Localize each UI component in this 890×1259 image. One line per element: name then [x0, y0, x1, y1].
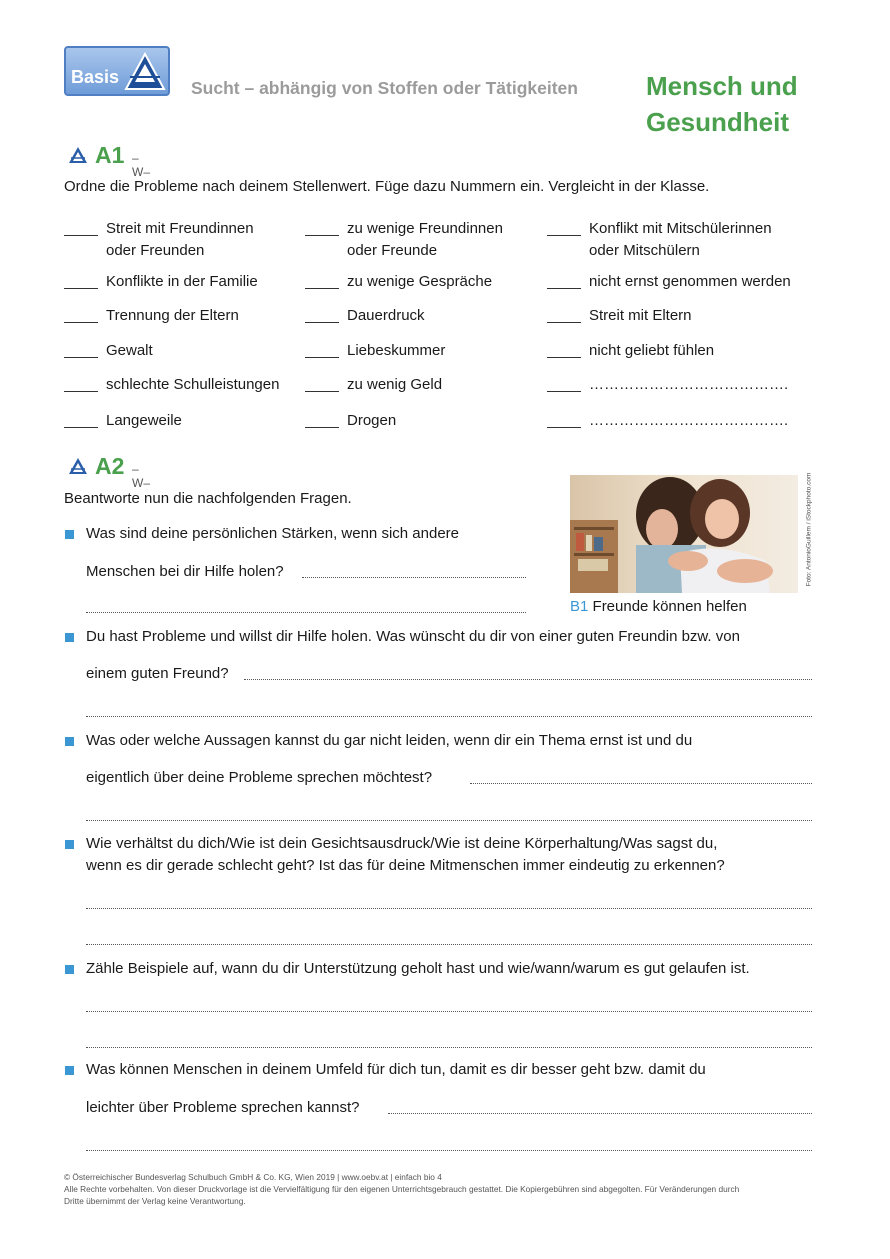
caption-number: B1 [570, 598, 589, 615]
ranking-item-label: Streit mit Eltern [589, 307, 692, 324]
task-a1-instruction: Ordne die Probleme nach deinem Stellenwert. Füge dazu Nummern ein. Vergleicht in der Klasse. [64, 178, 710, 195]
answer-line[interactable] [86, 908, 812, 909]
pyramid-icon [124, 51, 166, 91]
answer-line[interactable] [470, 783, 812, 784]
basis-logo [64, 46, 170, 96]
ranking-item-label: Dauerdruck [347, 307, 425, 324]
ranking-item-label: Liebeskummer [347, 342, 446, 359]
ranking-item-label: Konflikte in der Familie [106, 273, 258, 290]
rank-number-blank[interactable] [305, 391, 339, 392]
rank-number-blank[interactable] [305, 322, 339, 323]
answer-line[interactable] [302, 577, 526, 578]
answer-line[interactable] [86, 716, 812, 717]
rank-number-blank[interactable] [547, 235, 581, 236]
answer-line[interactable] [86, 944, 812, 945]
ranking-item-label: Streit mit Freundinnen oder Freunden [106, 220, 254, 259]
question-6-line-1: Was können Menschen in deinem Umfeld für dich tun, damit es dir besser geht bzw. damit du [86, 1061, 706, 1078]
photo-credit-text: Foto: AntonioGuillem / iStockphoto.com [805, 472, 813, 587]
ranking-item-label: Langeweile [106, 412, 182, 429]
rank-number-blank[interactable] [547, 357, 581, 358]
rank-number-blank[interactable] [547, 391, 581, 392]
rank-number-blank[interactable] [305, 288, 339, 289]
ranking-item-label: …………………………………. [589, 376, 789, 393]
task-code: –W– [132, 151, 150, 179]
question-6-line-2: leichter über Probleme sprechen kannst? [86, 1099, 360, 1116]
rank-number-blank[interactable] [64, 288, 98, 289]
ranking-item-label: …………………………………. [589, 412, 789, 429]
rank-number-blank[interactable] [64, 357, 98, 358]
ranking-item-label: Trennung der Eltern [106, 307, 239, 324]
rank-number-blank[interactable] [305, 357, 339, 358]
footer-line-3: Dritte übernimmt der Verlag keine Verantwortung. [64, 1196, 246, 1206]
ranking-item-label: zu wenige Freundinnen oder Freunde [347, 220, 503, 259]
bullet-icon [65, 1066, 74, 1075]
question-1-line-1: Was sind deine persönlichen Stärken, wenn sich andere [86, 525, 459, 542]
bullet-icon [65, 965, 74, 974]
copyright-footer [64, 1171, 824, 1207]
rank-number-blank[interactable] [64, 322, 98, 323]
rank-number-blank[interactable] [547, 322, 581, 323]
subject-title-line1: Mensch und [646, 71, 798, 101]
question-2-line-1: Du hast Probleme und willst dir Hilfe holen. Was wünscht du dir von einer guten Freundin bzw. von [86, 628, 740, 645]
task-number: A1 [95, 142, 125, 168]
answer-line[interactable] [86, 1011, 812, 1012]
rank-number-blank[interactable] [305, 235, 339, 236]
basis-logo-text: Basis [71, 67, 120, 87]
task-code: –W– [132, 462, 150, 490]
question-4-line-1: Wie verhältst du dich/Wie ist dein Gesichtsausdruck/Wie ist deine Körperhaltung/Was sagst du, [86, 835, 718, 852]
ranking-item-label: nicht geliebt fühlen [589, 342, 715, 359]
ranking-item-label: Konflikt mit Mitschülerinnen oder Mitschülern [589, 220, 772, 259]
rank-number-blank[interactable] [547, 427, 581, 428]
footer-line-1: © Österreichischer Bundesverlag Schulbuch GmbH & Co. KG, Wien 2019 | www.oebv.at | einfach bio 4 [64, 1172, 442, 1182]
question-5-line-1: Zähle Beispiele auf, wann du dir Unterstützung geholt hast und wie/wann/warum es gut gelaufen ist. [86, 960, 750, 977]
answer-line[interactable] [244, 679, 812, 680]
rank-number-blank[interactable] [64, 391, 98, 392]
ranking-item-label: zu wenige Gespräche [347, 273, 493, 290]
rank-number-blank[interactable] [64, 427, 98, 428]
page-topic-title: Sucht – abhängig von Stoffen oder Tätigkeiten [191, 78, 578, 98]
answer-line[interactable] [86, 1047, 812, 1048]
ranking-item-label: Gewalt [106, 342, 153, 359]
ranking-item-label: Drogen [347, 412, 397, 429]
bullet-icon [65, 633, 74, 642]
ranking-item-label: nicht ernst genommen werden [589, 273, 791, 290]
rank-number-blank[interactable] [64, 235, 98, 236]
answer-line[interactable] [86, 612, 526, 613]
question-4-line-2: wenn es dir gerade schlecht geht? Ist das für deine Mitmenschen immer eindeutig zu erkennen? [86, 857, 725, 874]
subject-title-line2: Gesundheit [646, 107, 790, 137]
question-2-line-2: einem guten Freund? [86, 665, 229, 682]
task-a2-instruction: Beantworte nun die nachfolgenden Fragen. [64, 490, 352, 507]
bullet-icon [65, 737, 74, 746]
footer-line-2: Alle Rechte vorbehalten. Von dieser Druckvorlage ist die Vervielfältigung für den eigenen Unterrichtsgebrauch gestattet. Die Kopiergebühren sind abgegolten. Für Veränderungen durch [64, 1184, 740, 1194]
bullet-icon [65, 840, 74, 849]
question-3-line-1: Was oder welche Aussagen kannst du gar nicht leiden, wenn dir ein Thema ernst ist und du [86, 732, 693, 749]
caption-text: Freunde können helfen [588, 598, 747, 615]
rank-number-blank[interactable] [547, 288, 581, 289]
answer-line[interactable] [388, 1113, 812, 1114]
question-3-line-2: eigentlich über deine Probleme sprechen möchtest? [86, 769, 433, 786]
photo-credit [803, 470, 813, 595]
photo-friends-hugging [570, 475, 798, 593]
answer-line[interactable] [86, 820, 812, 821]
pyramid-icon [68, 146, 88, 164]
ranking-item-label: schlechte Schulleistungen [106, 376, 280, 393]
subject-title [646, 68, 846, 140]
task-number: A2 [95, 453, 125, 479]
photo-caption [570, 598, 747, 615]
pyramid-icon [68, 457, 88, 475]
rank-number-blank[interactable] [305, 427, 339, 428]
question-1-line-2: Menschen bei dir Hilfe holen? [86, 563, 284, 580]
answer-line[interactable] [86, 1150, 812, 1151]
bullet-icon [65, 530, 74, 539]
ranking-item-label: zu wenig Geld [347, 376, 443, 393]
